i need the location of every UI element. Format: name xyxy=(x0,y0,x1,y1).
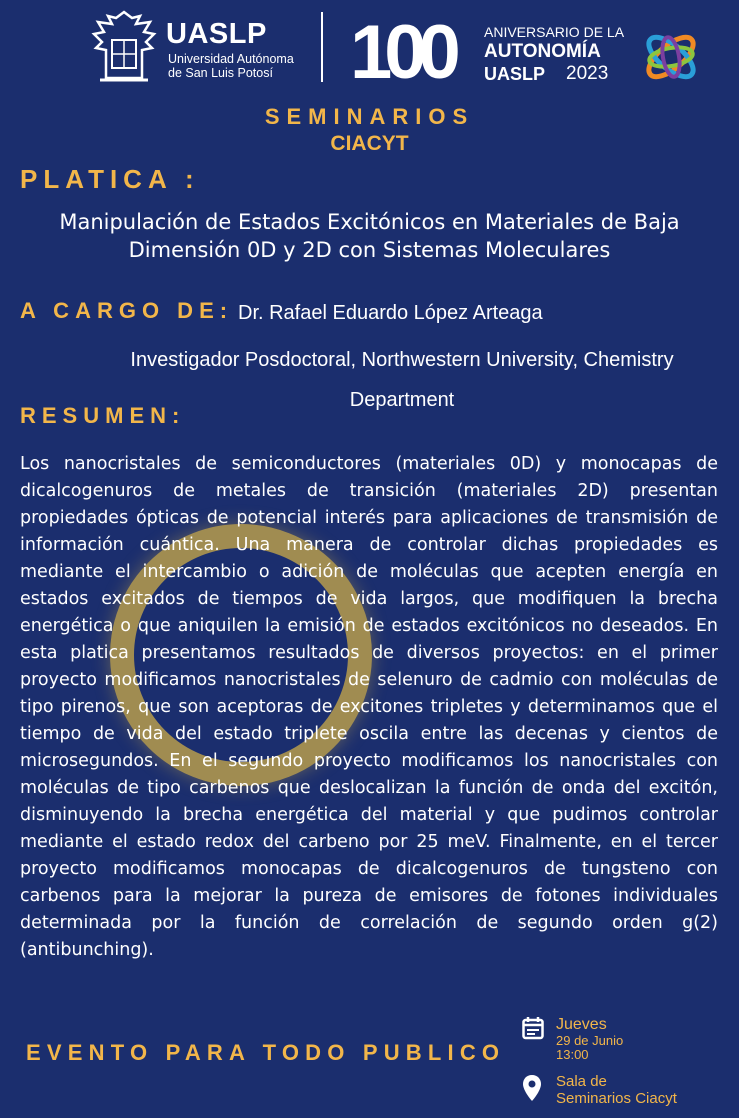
header-divider xyxy=(321,12,323,82)
location-pin-icon xyxy=(522,1074,542,1102)
talk-title-line2: Dimensión 0D y 2D con Sistemas Moleculares xyxy=(128,238,611,262)
anniversary-line2: AUTONOMÍA xyxy=(484,41,601,62)
university-name-line1: Universidad Autónoma xyxy=(168,52,294,66)
event-day: Jueves xyxy=(556,1016,607,1033)
affiliation-line2: Department xyxy=(349,389,455,411)
event-time: 13:00 xyxy=(556,1047,589,1062)
affiliation-line1: Investigador Posdoctoral, Northwestern University, Chemistry xyxy=(130,349,674,371)
audience-banner: EVENTO PARA TODO PUBLICO xyxy=(26,1040,506,1065)
seminar-subtitle: CIACYT xyxy=(330,132,409,155)
university-acronym: UASLP xyxy=(166,18,267,50)
event-place-line1: Sala de xyxy=(556,1073,607,1090)
ciacyt-atom-logo xyxy=(640,26,702,88)
talk-label: PLATICA : xyxy=(20,164,200,194)
university-name-line2: de San Luis Potosí xyxy=(168,66,273,80)
speaker-label: A CARGO DE: xyxy=(20,298,234,323)
event-place-line2: Seminarios Ciacyt xyxy=(556,1090,677,1107)
anniversary-number: 100 xyxy=(350,10,453,88)
calendar-icon xyxy=(522,1016,544,1040)
seminar-title: SEMINARIOS xyxy=(264,104,475,129)
talk-title xyxy=(14,208,725,264)
anniversary-100-logo xyxy=(350,8,480,88)
anniversary-year: 2023 xyxy=(566,63,609,84)
uaslp-seal-logo xyxy=(88,8,160,86)
anniversary-line3: UASLP xyxy=(484,64,546,84)
abstract-label: RESUMEN: xyxy=(20,403,186,428)
talk-title-line1: Manipulación de Estados Excitónicos en Materiales de Baja xyxy=(59,210,680,234)
event-date: 29 de Junio xyxy=(556,1033,624,1048)
speaker-name: Dr. Rafael Eduardo López Arteaga xyxy=(238,302,543,324)
anniversary-line1: ANIVERSARIO DE LA xyxy=(484,24,625,40)
abstract-text: Los nanocristales de semiconductores (materiales 0D) y monocapas de dicalcogenuros de metales de transición (materiales 2D) presentan propiedades ópticas de potencial interés para aplicaciones de transmisión de información cuántica. Una manera de controlar dichas propiedades es mediante el intercambio o adición de moléculas que acepten energía en estados excitados de tiempos de vida largos, que modifiquen la brecha energética o que aniquilen la emisión de estados excitónicos no deseados. En esta platica presentamos resultados de diversos proyectos: en el primer proyecto modificamos nanocristales de selenuro de cadmio con moléculas de tipo pirenos, que son aceptoras de excitones tripletes y determinamos que el tiempo de vida del estado triplete oscila entre las decenas y cientos de microsegundos. En el segundo proyecto modificamos los nanocristales con moléculas de tipo carbenos que deslocalizan la función de onda del excitón, disminuyendo la brecha energética del material y que pudimos controlar mediante el estado redox del carbeno por 25 meV. Finalmente, en el tercer proyecto modificamos monocapas de dicalcogenuros de tungsteno con carbenos para la mejorar la pureza de emisores de fotones individuales determinada por la función de correlación de segundo orden g(2) (antibunching). xyxy=(20,454,718,960)
